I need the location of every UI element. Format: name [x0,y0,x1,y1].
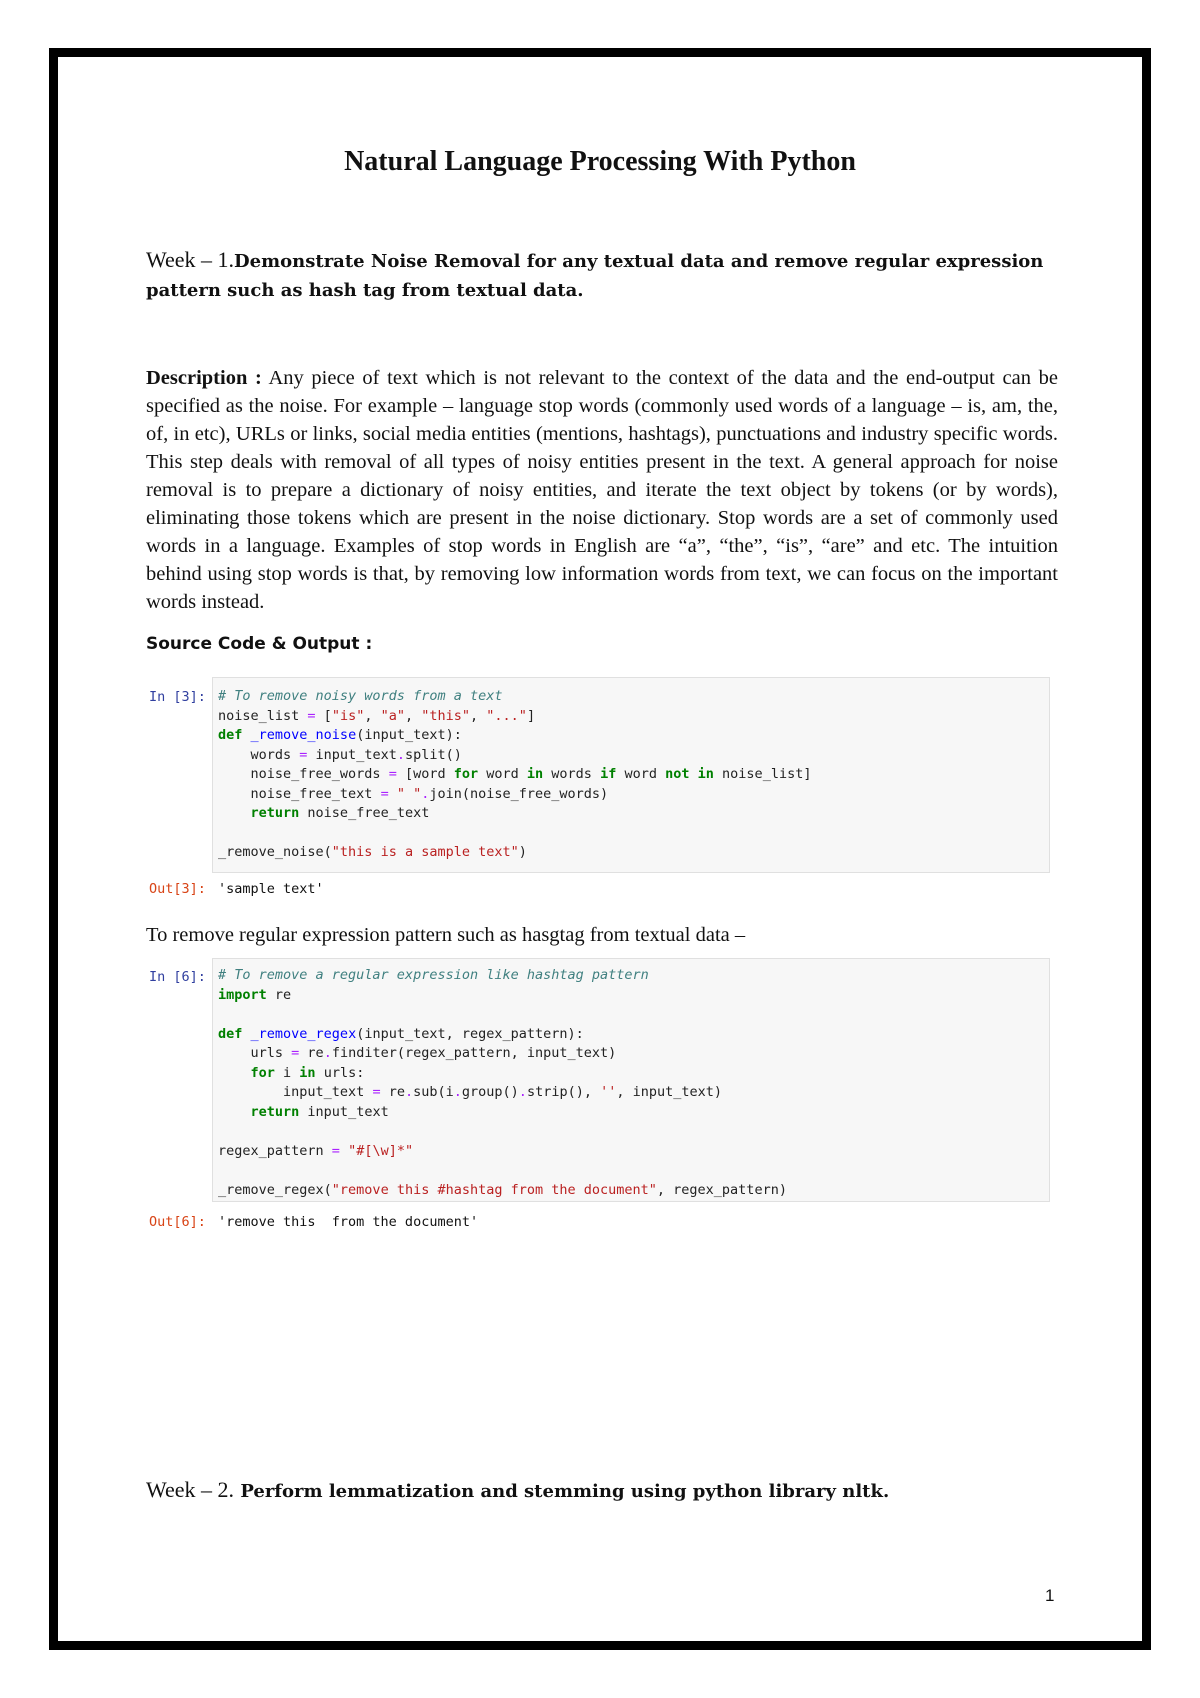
source-code-heading: Source Code & Output : [146,634,373,654]
cell1-out-prompt: Out[3]: [149,881,206,897]
week1-text-line1: Demonstrate Noise Removal for any textual data and remove regular expression [234,251,1044,272]
week2-text: Perform lemmatization and stemming using python library nltk. [234,1481,890,1502]
cell1-output: 'sample text' [218,881,324,897]
week2-heading [146,1476,1066,1506]
week1-label: Week – 1. [146,247,235,272]
regex-intro-text: To remove regular expression pattern such as hasgtag from textual data – [146,924,746,946]
week1-text-line2: pattern such as hash tag from textual data. [146,280,584,301]
page-number: 1 [1045,1586,1055,1605]
cell2-out-prompt: Out[6]: [149,1214,206,1230]
week2-label: Week – 2. [146,1477,235,1502]
description-paragraph [146,364,1058,616]
week1-heading [146,246,1066,305]
cell1-code: # To remove noisy words from a text noise_list = ["is", "a", "this", "..."] def _remove_noise(input_text): words = input_text.split() noise_free_words = [word for word in words if word not in noise_list] noise_free_text = " ".join(noise_free_words) return noise_free_text _remove_noise("this is a sample text") [218,688,812,860]
cell2-output: 'remove this from the document' [218,1214,479,1230]
cell1-in-prompt: In [3]: [149,689,206,705]
cell2-in-prompt: In [6]: [149,969,206,985]
description-label: Description : [146,367,262,389]
page-title: Natural Language Processing With Python [344,146,856,177]
cell2-code: # To remove a regular expression like hashtag pattern import re def _remove_regex(input_text, regex_pattern): urls = re.finditer(regex_pattern, input_text) for i in urls: input_text = re.sub(i.group().strip(), '', input_text) return input_text regex_pattern = "#[\w]*" _remove_regex("remove this #hashtag from the document", regex_pattern) [218,967,787,1198]
description-body: Any piece of text which is not relevant to the context of the data and the end-output can be specified as the noise. For example – language stop words (commonly used words of a language – is, am, the, of, in etc), URLs or links, social media entities (mentions, hashtags), punctuations and industry specific words. This step deals with removal of all types of noisy entities present in the text. A general approach for noise removal is to prepare a dictionary of noisy entities, and iterate the text object by tokens (or by words), eliminating those tokens which are present in the noise dictionary. Stop words are a set of commonly used words in a language. Examples of stop words in English are “a”, “the”, “is”, “are” and etc. The intuition behind using stop words is that, by removing low information words from text, we can focus on the important words instead. [146,367,1058,613]
